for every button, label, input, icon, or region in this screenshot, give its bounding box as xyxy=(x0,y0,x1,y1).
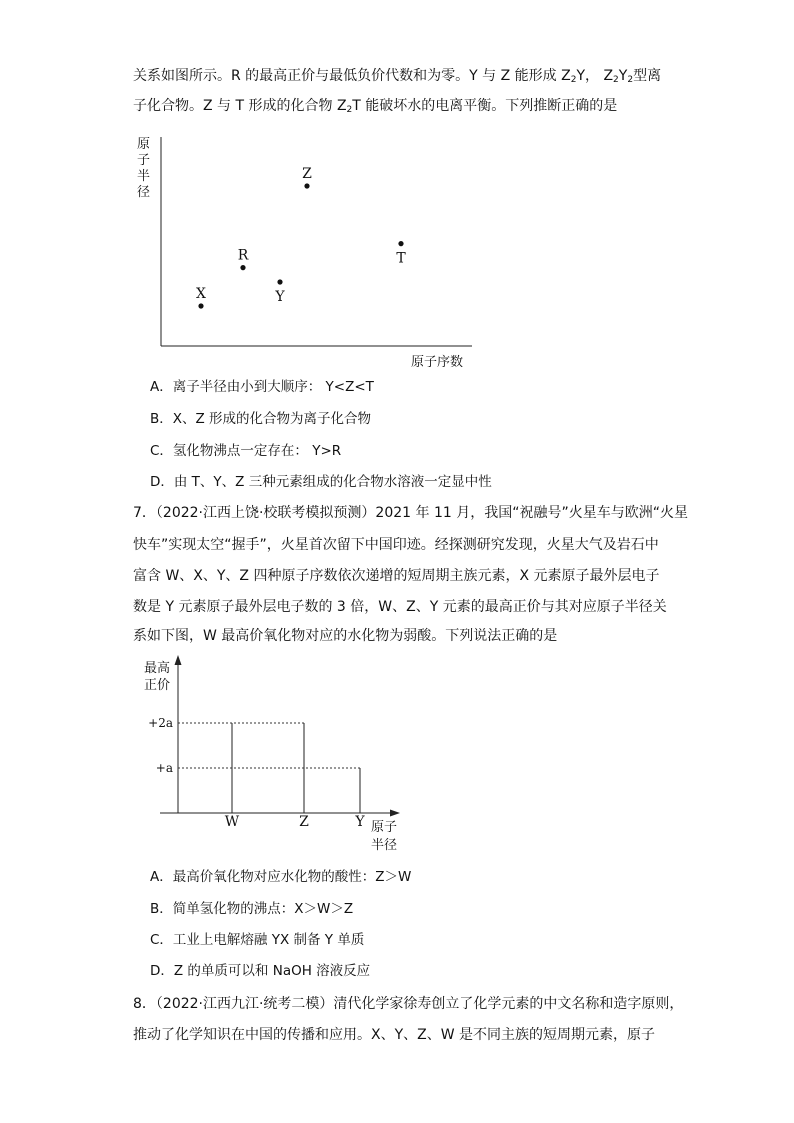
q6-option-c: C．氢化物沸点一定存在： Y>R xyxy=(150,443,342,459)
chart2-y-arrow xyxy=(175,655,182,665)
chart2-bar-label: Y xyxy=(355,814,365,830)
q6-option-b: B．X、Z 形成的化合物为离子化合物 xyxy=(150,411,372,427)
chart2-y-label: 最高 xyxy=(144,661,171,676)
q7-line-4: 数是 Y 元素原子最外层电子数的 3 倍，W、Z、Y 元素的最高正价与其对应原子半径关 xyxy=(133,599,667,615)
chart1-y-label-char: 半 xyxy=(137,169,151,184)
q8-line-2: 推动了化学知识在中国的传播和应用。X、Y、Z、W 是不同主族的短周期元素，原子 xyxy=(133,1027,656,1043)
chart1-y-label-char: 子 xyxy=(137,153,151,168)
chart1-point-label: T xyxy=(396,250,406,267)
q7-line-2: 快车”实现太空“握手”，火星首次留下中国印迹。经探测研究发现，火星大气及岩石中 xyxy=(133,537,659,553)
q6-intro-line-1: 关系如图所示。R 的最高正价与最低负价代数和为零。Y 与 Z 能形成 $Z_2Y$， $Z_2Y_2$型离 xyxy=(133,68,662,85)
chart1-point-label: Y xyxy=(275,289,285,305)
chart1-point-label: Z xyxy=(302,166,312,182)
chart1-point-label: X xyxy=(196,286,206,302)
chart2-x-arrow xyxy=(390,810,400,817)
chart2-x-label: 半径 xyxy=(371,838,398,853)
q8-line-1: 8．（2022·江西九江·统考二模）清代化学家徐寿创立了化学元素的中文名称和造字原则， xyxy=(133,996,684,1012)
q6-intro-line-2: 子化合物。Z 与 T 形成的化合物 $Z_2T$ 能破坏水的电离平衡。下列推断正确的是 xyxy=(133,98,618,115)
q6-option-a: A．离子半径由小到大顺序： Y<Z<T xyxy=(150,379,374,395)
q7-line-1: 7．（2022·江西上饶·校联考模拟预测）2021 年 11 月，我国“祝融号”火星车与欧洲“火星 xyxy=(133,505,688,521)
chart2-y-label: 正价 xyxy=(144,678,171,693)
q6-option-d: D．由 T、Y、Z 三种元素组成的化合物水溶液一定显中性 xyxy=(150,474,492,490)
q7-line-5: 系如下图，W 最高价氧化物对应的水化物为弱酸。下列说法正确的是 xyxy=(133,628,558,644)
q7-option-d: D．Z 的单质可以和 NaOH 溶液反应 xyxy=(150,963,371,979)
chart2-bar-label: Z xyxy=(299,814,309,830)
q7-option-c: C．工业上电解熔融 YX 制备 Y 单质 xyxy=(150,932,365,948)
q7-line-3: 富含 W、X、Y、Z 四种原子序数依次递增的短周期主族元素，X 元素原子最外层电子 xyxy=(133,568,660,584)
chart1-y-label-char: 径 xyxy=(137,185,151,200)
chart2-y-tick-label: +2a xyxy=(148,716,173,730)
chart2-x-label: 原子 xyxy=(371,820,398,835)
chart2-y-tick-label: +a xyxy=(155,761,173,775)
chart1-x-label: 原子序数 xyxy=(411,355,464,370)
q7-option-b: B．简单氢化物的沸点：X＞W＞Z xyxy=(150,901,354,917)
chart2-bar-label: W xyxy=(224,814,240,830)
q7-option-a: A．最高价氧化物对应水化物的酸性：Z＞W xyxy=(150,869,412,885)
chart1-point-label: R xyxy=(237,247,249,264)
chart1-y-label-char: 原 xyxy=(137,137,151,152)
